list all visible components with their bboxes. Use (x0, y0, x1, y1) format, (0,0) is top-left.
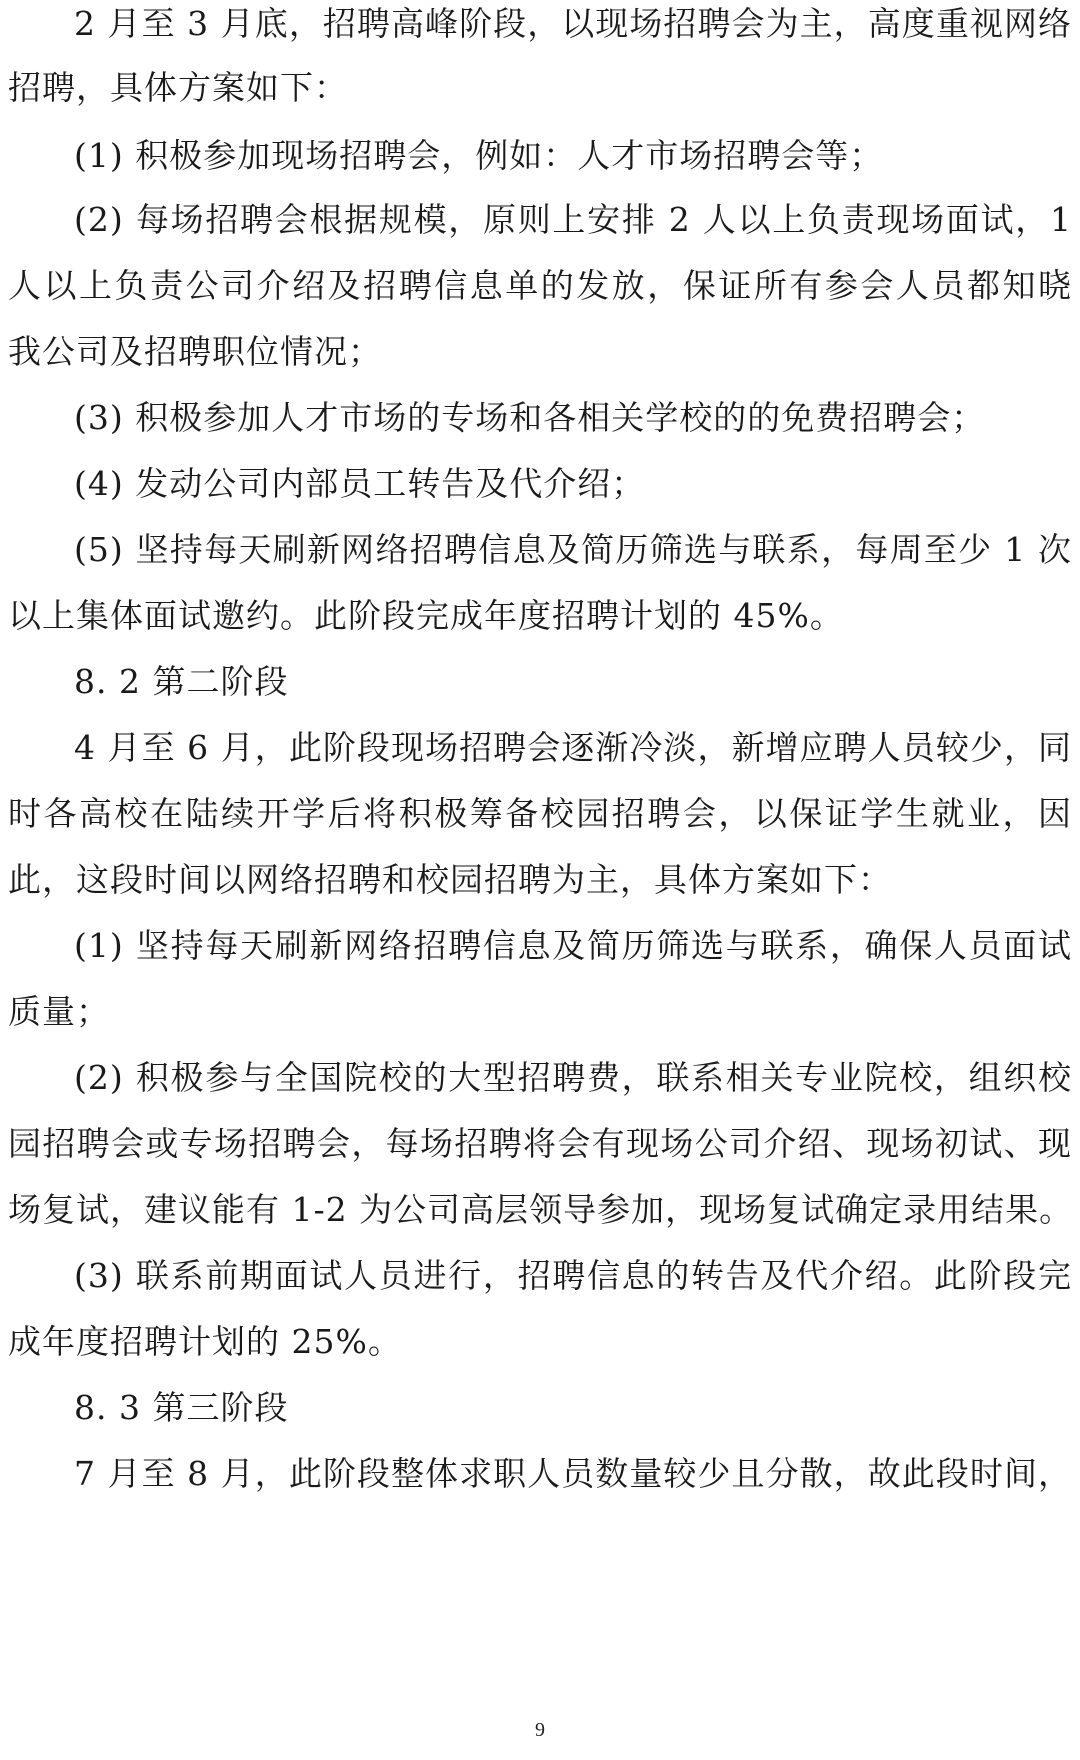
list-item-line: (2) 每场招聘会根据规模，原则上安排 2 人以上负责现场面试，1 (74, 200, 1072, 239)
paragraph-line: 以上集体面试邀约。此阶段完成年度招聘计划的 45%。 (8, 596, 844, 635)
paragraph-line: 4 月至 6 月，此阶段现场招聘会逐渐冷淡，新增应聘人员较少，同 (74, 728, 1072, 767)
paragraph-line: 人以上负责公司介绍及招聘信息单的发放，保证所有参会人员都知晓 (8, 266, 1072, 305)
paragraph-line: 时各高校在陆续开学后将积极筹备校园招聘会，以保证学生就业，因 (8, 794, 1072, 833)
list-item-line: (3) 联系前期面试人员进行，招聘信息的转告及代介绍。此阶段完 (74, 1256, 1072, 1295)
paragraph-line: 2 月至 3 月底，招聘高峰阶段，以现场招聘会为主，高度重视网络 (74, 4, 1072, 43)
paragraph-line: 园招聘会或专场招聘会，每场招聘将会有现场公司介绍、现场初试、现 (8, 1124, 1072, 1163)
page-number: 9 (535, 1719, 545, 1741)
paragraph-line: 7 月至 8 月，此阶段整体求职人员数量较少且分散，故此段时间， (74, 1454, 1072, 1493)
list-item-line: (1) 坚持每天刷新网络招聘信息及简历筛选与联系，确保人员面试 (74, 926, 1072, 965)
paragraph-line: 此，这段时间以网络招聘和校园招聘为主，具体方案如下： (8, 860, 892, 899)
paragraph-line: 质量； (8, 992, 110, 1031)
paragraph-line: 招聘，具体方案如下： (8, 68, 348, 107)
list-item-line: (1) 积极参加现场招聘会，例如：人才市场招聘会等； (74, 136, 884, 175)
paragraph-line: 场复试，建议能有 1-2 为公司高层领导参加，现场复试确定录用结果。 (8, 1190, 1074, 1229)
list-item-line: (5) 坚持每天刷新网络招聘信息及简历筛选与联系，每周至少 1 次 (74, 530, 1072, 569)
list-item-line: (4) 发动公司内部员工转告及代介绍； (74, 464, 646, 503)
paragraph-line: 成年度招聘计划的 25%。 (8, 1322, 402, 1361)
list-item-line: (3) 积极参加人才市场的专场和各相关学校的的免费招聘会； (74, 398, 986, 437)
section-heading: 8. 2 第二阶段 (74, 662, 289, 701)
paragraph-line: 我公司及招聘职位情况； (8, 332, 382, 371)
list-item-line: (2) 积极参与全国院校的大型招聘费，联系相关专业院校，组织校 (74, 1058, 1072, 1097)
section-heading: 8. 3 第三阶段 (74, 1388, 289, 1427)
